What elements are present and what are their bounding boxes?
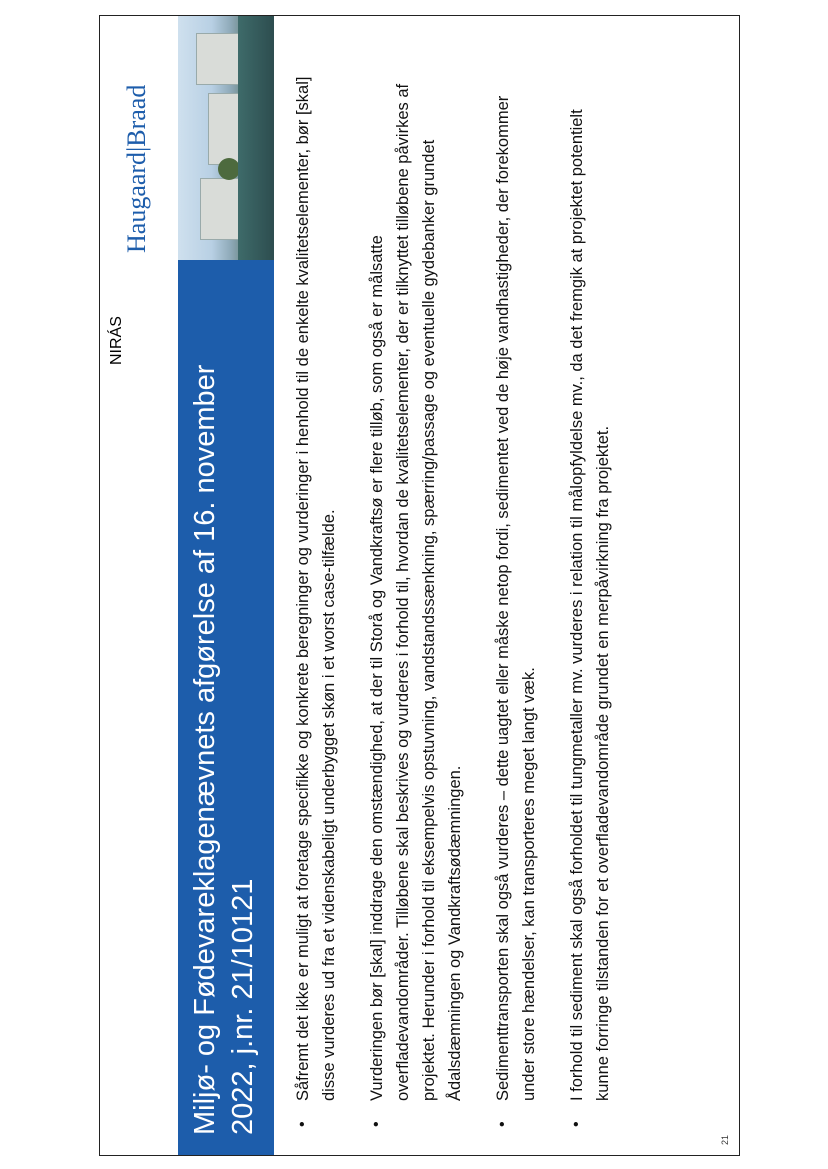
bullet-item: • Såfremt det ikke er muligt at foretage specifikke og konkrete beregninger og vurderinger i henhold til de enkelte kvalitetselementer, bør [skal] disse vurderes ud fra et videnskabeligt underbygget skøn i et worst case-tilfælde. (294, 76, 338, 1127)
bullet-text: Såfremt det ikke er muligt at foretage specifikke og konkrete beregninger og vurderinger i henhold til de enkelte kvalitetselementer, bør [skal] disse vurderes ud fra et videnskabeligt underbygget skøn i et worst case-tilfælde. (294, 76, 338, 1101)
haugaard-braad-logo: Haugaard|Braad (122, 84, 151, 253)
bullet-item: • I forhold til sediment skal også forholdet til tungmetaller mv. vurderes i relation til målopfyldelse mv., da det fremgik at projektet potentielt kunne forringe tilstanden for et overfladevandområde grundet en merpåvirkning fra projektet. (568, 109, 612, 1127)
bullet-item: • Sedimenttransporten skal også vurderes – dette uagtet eller måske netop fordi, sedimentet ved de høje vandhastigheder, der forekommer under store hændelser, kan transporteres meget langt væk. (494, 95, 538, 1127)
bullet-text: Sedimenttransporten skal også vurderes – dette uagtet eller måske netop fordi, sedimentet ved de høje vandhastigheder, der forekommer under store hændelser, kan transporteres meget langt væk. (494, 95, 538, 1101)
bullet-text: I forhold til sediment skal også forholdet til tungmetaller mv. vurderes i relation til målopfyldelse mv., da det fremgik at projektet potentielt kunne forringe tilstanden for et overfladevandområde grundet en merpåvirkning fra projektet. (568, 109, 612, 1101)
slide-title: Miljø- og Fødevareklagenævnets afgørelse af 16. november 2022, j.nr. 21/10121 (189, 364, 259, 1135)
bullet-list (290, 73, 638, 1133)
slide (100, 16, 739, 1155)
page-number: 21 (720, 1134, 730, 1145)
logo-bar (108, 25, 168, 365)
niras-logo: NIRÁS (108, 316, 125, 365)
bullet-text: Vurderingen bør [skal] inddrage den omstændighed, at der til Storå og Vandkraftsø er flere tilløb, som også er målsatte overfladevandområder. Tilløbene skal beskrives og vurderes i forhold til, hvordan de kvalitetselementer, der er tilknyttet tilløbene påvirkes af projektet. Herunder i forhold til eksempelvis opstuvning, vandstandssænkning, spærring/passage og eventuelle gydebanker grundet Ådalsdæmningen og Vandkraftsødæmningen. (368, 83, 464, 1101)
slide-frame (99, 15, 740, 1156)
bullet-item: • Vurderingen bør [skal] inddrage den omstændighed, at der til Storå og Vandkraftsø er flere tilløb, som også er målsatte overfladevandområder. Tilløbene skal beskrives og vurderes i forhold til, hvordan de kvalitetselementer, der er tilknyttet tilløbene påvirkes af projektet. Herunder i forhold til eksempelvis opstuvning, vandstandssænkning, spærring/passage og eventuelle gydebanker grundet Ådalsdæmningen og Vandkraftsødæmningen. (368, 83, 464, 1127)
harbor-photo (178, 16, 274, 260)
